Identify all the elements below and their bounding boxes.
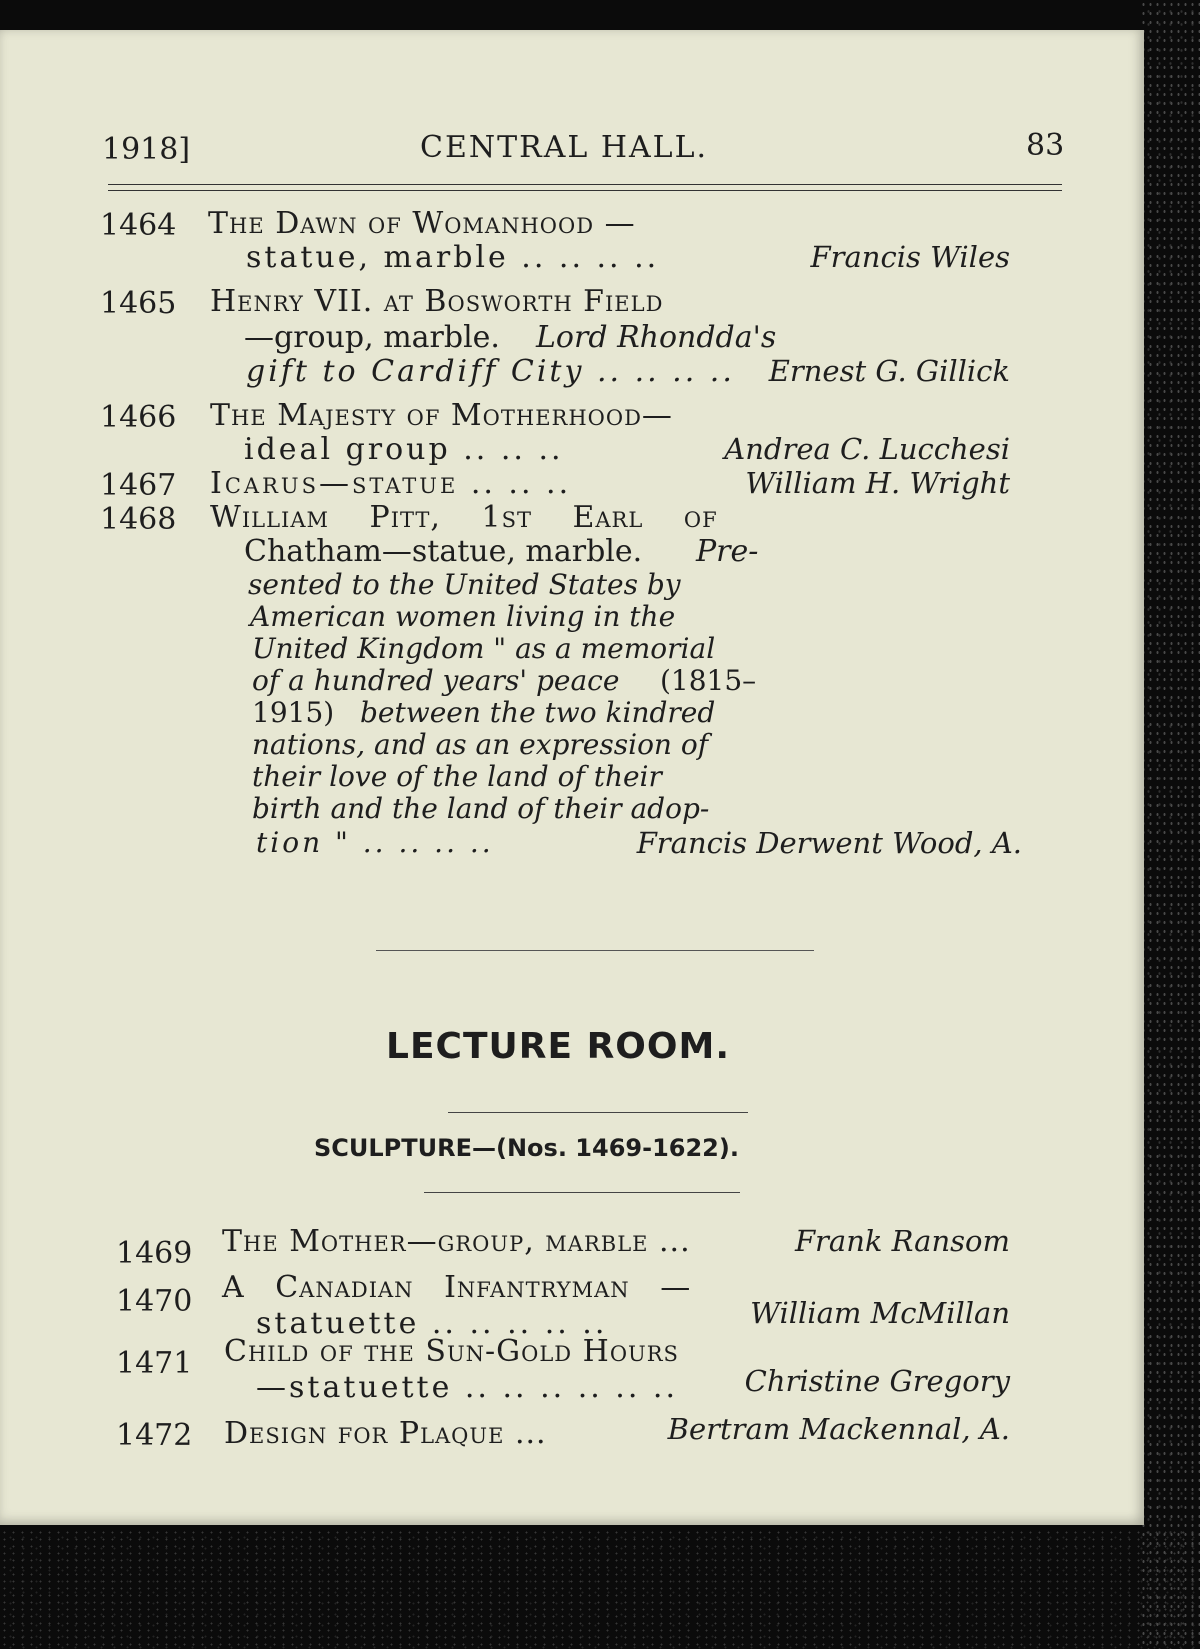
- entry-title: The Mother—group, marble ...: [222, 1224, 691, 1259]
- entry-number: 1467: [100, 468, 177, 503]
- entry-number: 1465: [100, 286, 177, 321]
- entry-number: 1469: [116, 1236, 193, 1271]
- page-number: 83: [1026, 128, 1065, 163]
- entry-number: 1472: [116, 1418, 193, 1453]
- entry-line-italic: Pre-: [696, 534, 759, 569]
- entry-line: Chatham—statue, marble.: [244, 534, 643, 569]
- entry-artist: Frank Ransom: [794, 1224, 1010, 1258]
- subtitle-rule: [424, 1192, 740, 1193]
- entry-line-italic: nations, and as an expression of: [252, 728, 709, 761]
- background-speckle-bottom: [0, 1529, 1200, 1649]
- entry-line: statuette .. .. .. .. ..: [256, 1306, 608, 1341]
- entry-number: 1470: [116, 1284, 193, 1319]
- entry-artist: Bertram Mackennal, A.: [667, 1412, 1010, 1446]
- entry-line: 1915): [252, 696, 335, 729]
- entry-line: statue, marble .. .. .. ..: [246, 240, 660, 275]
- page-title: CENTRAL HALL.: [420, 130, 709, 165]
- section-divider: [376, 950, 814, 951]
- header-rule-top: [108, 184, 1062, 185]
- entry-artist: Christine Gregory: [744, 1364, 1010, 1398]
- section-title: LECTURE ROOM.: [386, 1026, 731, 1067]
- entry-line-italic: sented to the United States by: [248, 568, 681, 601]
- entry-line-italic: tion " .. .. .. ..: [256, 826, 494, 859]
- entry-artist: Francis Wiles: [810, 240, 1010, 274]
- entry-line-italic: Lord Rhondda's: [536, 320, 777, 355]
- entry-line-italic: gift to Cardiff City .. .. .. ..: [246, 354, 735, 389]
- entry-artist: William McMillan: [750, 1296, 1010, 1330]
- entry-line: —group, marble.: [244, 320, 500, 355]
- entry-title: Icarus—statue .. .. ..: [210, 466, 572, 501]
- background-speckle-right: [1140, 0, 1200, 1649]
- entry-line-italic: of a hundred years' peace: [252, 664, 620, 697]
- entry-line-italic: American women living in the: [250, 600, 676, 633]
- entry-line-italic: United Kingdom " as a memorial: [252, 632, 716, 665]
- entry-number: 1466: [100, 400, 177, 435]
- entry-artist: Ernest G. Gillick: [768, 354, 1010, 388]
- header-year: 1918]: [102, 132, 191, 167]
- entry-number: 1471: [116, 1346, 193, 1381]
- entry-number: 1464: [100, 208, 177, 243]
- entry-title: Child of the Sun-Gold Hours: [224, 1334, 679, 1369]
- entry-line-italic: between the two kindred: [360, 696, 716, 729]
- entry-title: Design for Plaque ...: [224, 1416, 547, 1451]
- entry-title: Henry VII. at Bosworth Field: [210, 284, 664, 319]
- entry-artist: Francis Derwent Wood, A.: [636, 826, 1022, 860]
- entry-line-italic: birth and the land of their adop-: [252, 792, 710, 825]
- title-rule: [448, 1112, 748, 1113]
- entry-title: The Dawn of Womanhood —: [208, 206, 636, 241]
- entry-title: The Majesty of Motherhood—: [210, 398, 673, 433]
- book-page: [0, 30, 1144, 1525]
- entry-line: —statuette .. .. .. .. .. ..: [256, 1370, 678, 1405]
- header-rule-bottom: [108, 190, 1062, 191]
- entry-title: A Canadian Infantryman —: [222, 1270, 692, 1305]
- entry-number: 1468: [100, 502, 177, 537]
- entry-line: ideal group .. .. ..: [244, 432, 564, 467]
- section-subtitle: SCULPTURE—(Nos. 1469-1622).: [314, 1134, 739, 1162]
- entry-artist: Andrea C. Lucchesi: [724, 432, 1010, 466]
- entry-artist: William H. Wright: [745, 466, 1010, 500]
- entry-line-italic: their love of the land of their: [252, 760, 662, 793]
- entry-title: William Pitt, 1st Earl of: [210, 500, 718, 535]
- entry-line: (1815–: [660, 664, 757, 697]
